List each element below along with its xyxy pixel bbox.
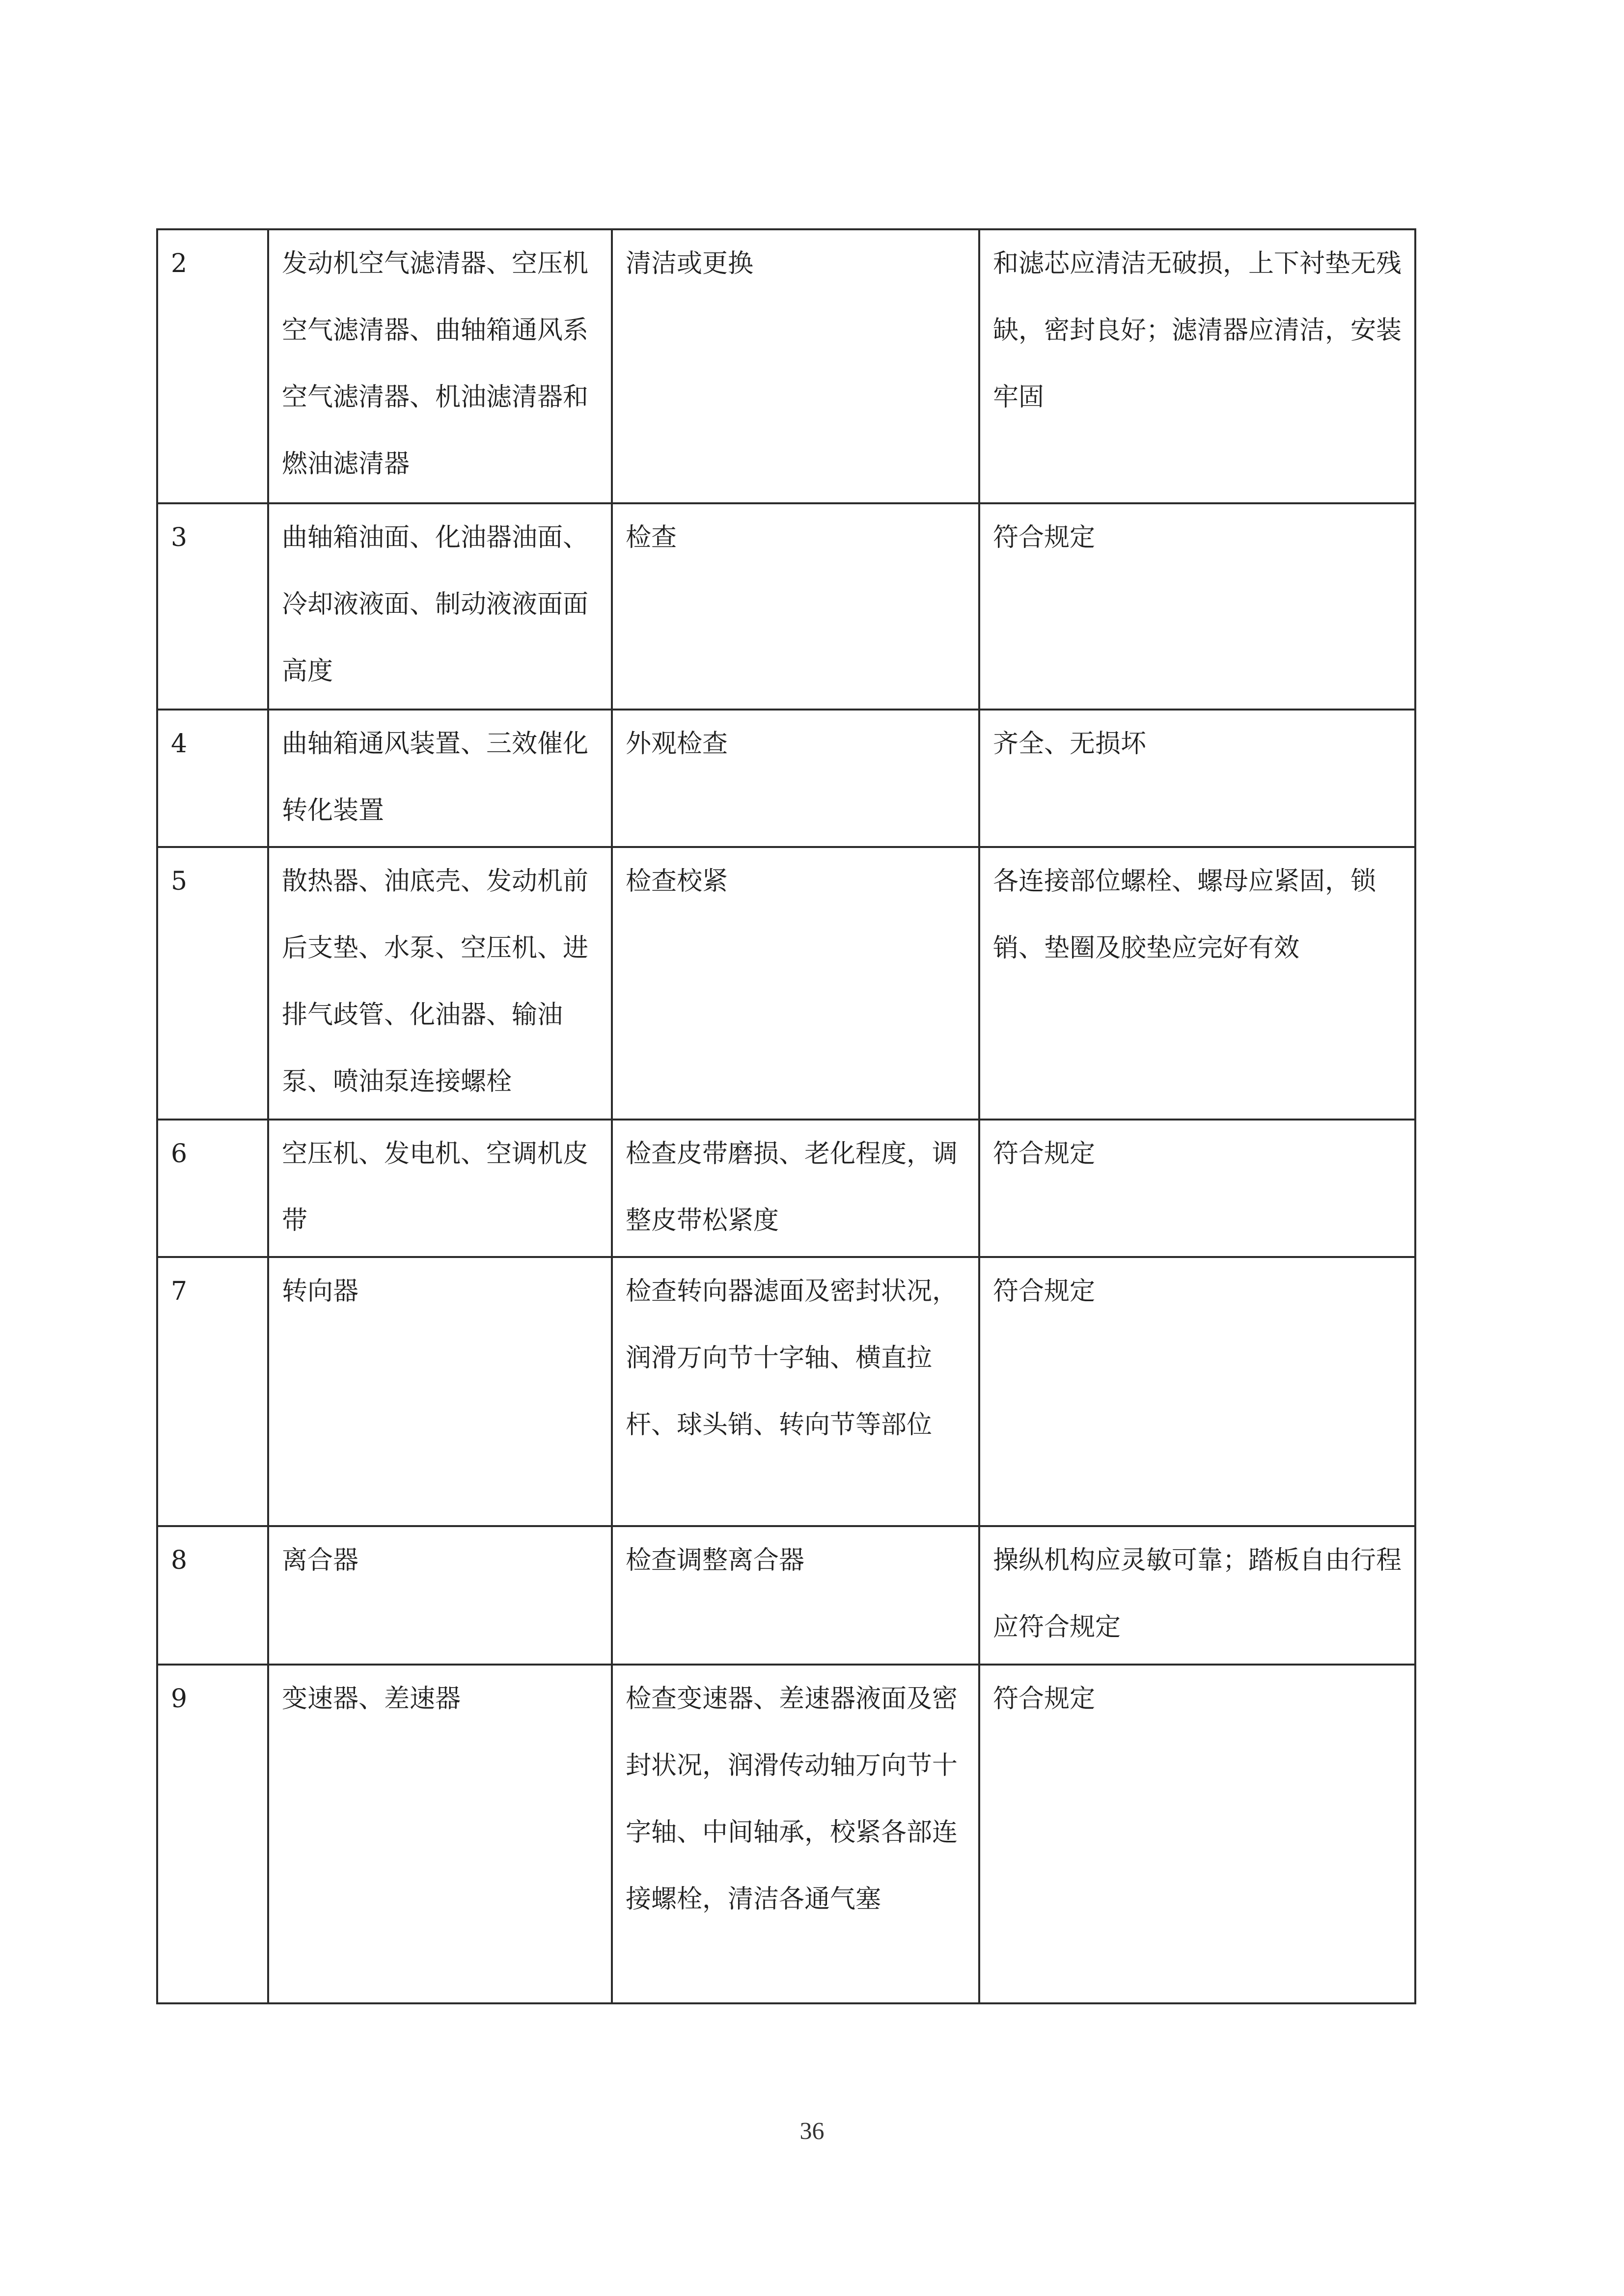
item-cell: 离合器 — [268, 1526, 612, 1665]
table-row — [157, 1120, 1415, 1257]
action-cell: 检查校紧 — [612, 847, 979, 1120]
requirement-cell: 和滤芯应清洁无破损，上下衬垫无残缺，密封良好；滤清器应清洁，安装牢固 — [979, 229, 1415, 503]
item-cell: 曲轴箱油面、化油器油面、冷却液液面、制动液液面面高度 — [268, 503, 612, 710]
item-cell: 空压机、发电机、空调机皮带 — [268, 1120, 612, 1257]
row-number: 4 — [157, 710, 268, 847]
table-row — [157, 1526, 1415, 1665]
action-cell: 检查 — [612, 503, 979, 710]
table-row — [157, 229, 1415, 503]
item-cell: 散热器、油底壳、发动机前后支垫、水泵、空压机、进排气歧管、化油器、输油泵、喷油泵连接螺栓 — [268, 847, 612, 1120]
requirement-cell: 符合规定 — [979, 1665, 1415, 2003]
row-number: 8 — [157, 1526, 268, 1665]
row-number: 5 — [157, 847, 268, 1120]
requirement-cell: 符合规定 — [979, 503, 1415, 710]
requirement-cell: 符合规定 — [979, 1120, 1415, 1257]
item-cell: 转向器 — [268, 1257, 612, 1526]
row-number: 6 — [157, 1120, 268, 1257]
requirement-cell: 各连接部位螺栓、螺母应紧固，锁销、垫圈及胶垫应完好有效 — [979, 847, 1415, 1120]
maintenance-table — [156, 228, 1416, 2004]
action-cell: 检查皮带磨损、老化程度，调整皮带松紧度 — [612, 1120, 979, 1257]
action-cell: 检查转向器滤面及密封状况，润滑万向节十字轴、横直拉杆、球头销、转向节等部位 — [612, 1257, 979, 1526]
item-cell: 变速器、差速器 — [268, 1665, 612, 2003]
table-row — [157, 1665, 1415, 2003]
row-number: 3 — [157, 503, 268, 710]
action-cell: 检查变速器、差速器液面及密封状况，润滑传动轴万向节十字轴、中间轴承，校紧各部连接螺栓，清洁各通气塞 — [612, 1665, 979, 2003]
table-row — [157, 1257, 1415, 1526]
requirement-cell: 齐全、无损坏 — [979, 710, 1415, 847]
row-number: 7 — [157, 1257, 268, 1526]
action-cell: 外观检查 — [612, 710, 979, 847]
item-cell: 曲轴箱通风装置、三效催化转化装置 — [268, 710, 612, 847]
row-number: 2 — [157, 229, 268, 503]
requirement-cell: 操纵机构应灵敏可靠；踏板自由行程应符合规定 — [979, 1526, 1415, 1665]
table-row — [157, 503, 1415, 710]
page-number: 36 — [799, 2117, 825, 2144]
requirement-cell: 符合规定 — [979, 1257, 1415, 1526]
action-cell: 检查调整离合器 — [612, 1526, 979, 1665]
action-cell: 清洁或更换 — [612, 229, 979, 503]
item-cell: 发动机空气滤清器、空压机空气滤清器、曲轴箱通风系空气滤清器、机油滤清器和燃油滤清器 — [268, 229, 612, 503]
table-row — [157, 710, 1415, 847]
table-row — [157, 847, 1415, 1120]
row-number: 9 — [157, 1665, 268, 2003]
